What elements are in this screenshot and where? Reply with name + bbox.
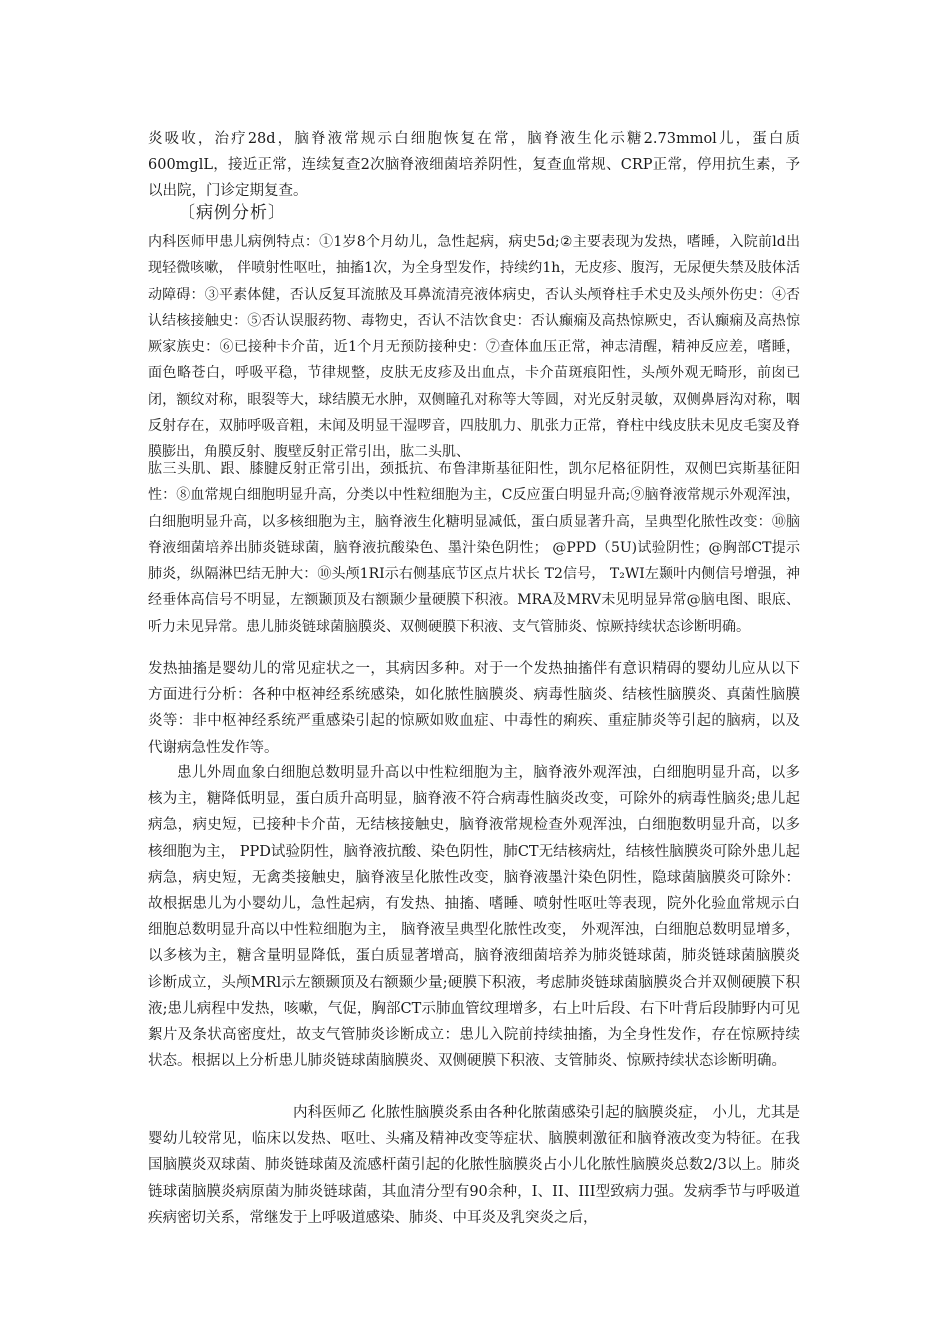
paragraph-physician-b-discussion: 内科医师乙 化脓性脑膜炎系由各种化脓菌感染引起的脑膜炎症， 小儿，尤其是婴幼儿较常见，临床以发热、呕吐、头痛及精神改变等症状、脑膜刺激征和脑脊液改变为特征。在我国脑膜炎双球菌、肺炎链球菌及流感杆菌引起的化脓性脑膜炎占小儿化脓性脑膜炎总数2/3以上。肺炎链球菌脑膜炎病原菌为肺炎链球菌，其血清分型有90余种，I、II、III型致病力强。发病季节与呼吸道疾病密切关系，常继发于上呼吸道感染、肺炎、中耳炎及乳突炎之后， xyxy=(148,1105,800,1226)
paragraph-differential-overview: 发热抽搐是婴幼儿的常见症状之一，其病因多种。对于一个发热抽搐伴有意识精碍的婴幼儿应从以下方面进行分析：各种中枢神经系统感染，如化脓性脑膜炎、病毒性脑炎、结核性脑膜炎、真菌性脑膜炎等：非中枢神经系统严重感染引起的惊厥如败血症、中毒性的痢疾、重症肺炎等引起的脑病，以及代谢病急性发作等。 xyxy=(148,661,800,756)
paragraph-case-features: 内科医师甲患儿病例特点：①1岁8个月幼儿，急性起病，病史5d;②主要表现为发热，嗜睡，入院前ld出现轻微咳嗽， 伴喷射性呕吐，抽搐1次，为全身型发作，持续约1h，无皮疹、腹泻，无尿便失禁及肢体活动障碍：③平素体健，否认反复耳流脓及耳鼻流清亮液体病史，否认头颅脊柱手术史及头颅外伤史：④否认结核接触史：⑤否认误服药物、毒物史，否认不洁饮食史：否认癫痫及高热惊厥史，否认癫痫及高热惊厥家族史：⑥已接种卡介苗，近1个月无预防接种史：⑦查体血压正常，神志清醒，精神反应差，嗜睡，面色略苍白，呼吸平稳，节律规整，皮肤无皮疹及出血点，卡介苗斑痕阳性，头颅外观无畸形，前囱已闭，额纹对称，眼裂等大，球结膜无水肿，双侧瞳孔对称等大等圆，对光反射灵敏，双侧鼻唇沟对称，咽反射存在，双肺呼吸音粗，未闻及明显干湿啰音，四肢肌力、肌张力正常，脊柱中线皮肤未见皮毛窦及脊膜膨出，角膜反射、腹壁反射正常引出，肱二头肌、 xyxy=(148,234,800,461)
paragraph-diagnostic-reasoning: 患儿外周血象白细胞总数明显升高以中性粒细胞为主，脑脊液外观浑浊，白细胞明显升高，以多核为主，糖降低明显，蛋白质升高明显，脑脊液不符合病毒性脑炎改变，可除外的病毒性脑炎;患儿起病急，病史短，已接种卡介苗，无结核接触史，脑脊液常规检查外观浑浊，白细胞数明显升高，以多核细胞为主， PPD试验阴性，脑脊液抗酸、染色阴性，肺CT无结核病灶，结核性脑膜炎可除外患儿起病急，病史短，无禽类接触史，脑脊液呈化脓性改变，脑脊液墨汁染色阴性，隐球菌脑膜炎可除外：故根据患儿为小婴幼儿，急性起病，有发热、抽搐、嗜睡、喷射性呕吐等表现，院外化验血常规示白细胞总数明显升高以中性粒细胞为主， 脑脊液呈典型化脓性改变， 外观浑浊，白细胞总数明显增多，以多核为主，糖含量明显降低，蛋白质显著增高，脑脊液细菌培养为肺炎链球菌，肺炎链球菌脑膜炎诊断成立，头颅MRl示左额颞顶及右额颞少量;硬膜下积液，考虑肺炎链球菌脑膜炎合并双侧硬膜下积液;患儿病程中发热，咳嗽，气促，胸部CT示肺血管纹理增多，右上叶后段、右下叶背后段肺野内可见絮片及条状高密度灶，故支气管肺炎诊断成立：患儿入院前持续抽搐，为全身性发作，存在惊厥持续状态。根据以上分析患儿肺炎链球菌脑膜炎、双侧硬膜下积液、支管肺炎、惊厥持续状态诊断明确。 xyxy=(148,765,800,1070)
paragraph-case-features-continued: 肱三头肌、跟、膝腱反射正常引出，颈抵抗、布鲁津斯基征阳性，凯尔尼格征阴性，双侧巴宾斯基征阳性：⑧血常规白细胞明显升高，分类以中性粒细胞为主，C反应蛋白明显升高;⑨脑脊液常规示外观浑浊，白细胞明显升高，以多核细胞为主，脑脊液生化糖明显减低，蛋白质显著升高，呈典型化脓性改变：⑩脑脊液细菌培养出肺炎链球菌，脑脊液抗酸染色、墨汁染色阴性； @PPD（5U)试验阴性；@胸部CT提示肺炎，纵隔淋巴结无肿大：⑩头颅1RI示右侧基底节区点片状长 T2信号， T₂WI左颞叶内侧信号增强，神经垂体高信号不明显，左额颞顶及右额颞少量硬膜下积液。MRA及MRV未见明显异常@脑电图、眼底、听力未见异常。患儿肺炎链球菌脑膜炎、双侧硬膜下积液、支气管肺炎、惊厥持续状态诊断明确。 xyxy=(148,461,800,635)
paragraph-treatment-outcome: 炎吸收，治疗28d，脑脊液常规示白细胞恢复在常，脑脊液生化示糖2.73mmol儿，蛋白质600mglL，接近正常，连续复查2次脑脊液细菌培养阴性，复查血常规、CRP正常，停用抗生素，予以出院，门诊定期复查。 xyxy=(148,131,800,200)
section-heading-case-analysis: 〔病例分析〕 xyxy=(178,203,286,223)
